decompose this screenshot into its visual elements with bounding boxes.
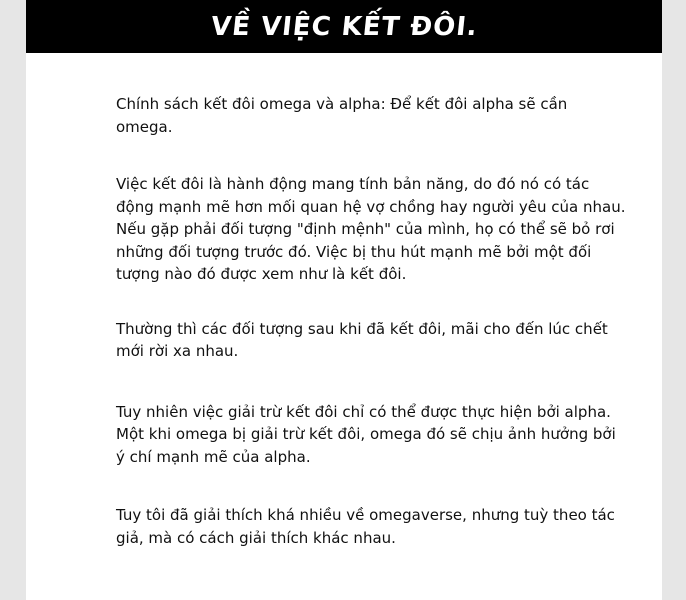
paragraph-unbonding: Tuy nhiên việc giải trừ kết đôi chỉ có thể được thực hiện bởi alpha. Một khi omega bị giải trừ kết đôi, omega đó sẽ chịu ảnh hưởng bởi ý chí mạnh mẽ của alpha.	[116, 402, 616, 466]
page-title: VỀ VIỆC KẾT ĐÔI.	[209, 11, 479, 42]
header-bar	[26, 0, 662, 53]
paragraph-bonding-policy: Chính sách kết đôi omega và alpha: Để kết đôi alpha sẽ cần omega.	[116, 95, 568, 136]
document-body	[116, 93, 626, 549]
paragraph-bonded-until-death: Thường thì các đối tượng sau khi đã kết đôi, mãi cho đến lúc chết mới rời xa nhau.	[116, 319, 608, 360]
paragraph-bonding-instinct: Việc kết đôi là hành động mang tính bản năng, do đó nó có tác động mạnh mẽ hơn mối quan hệ vợ chồng hay người yêu của nhau. Nếu gặp phải đối tượng "định mệnh" của mình, họ có thể sẽ bỏ rơi những đối tượng trước đó. Việc bị thu hút mạnh mẽ bởi một đối tượng nào đó được xem như là kết đôi.	[116, 175, 626, 283]
paragraph-omegaverse-note: Tuy tôi đã giải thích khá nhiều về omegaverse, nhưng tuỳ theo tác giả, mà có cách giải thích khác nhau.	[116, 506, 615, 547]
document-page	[26, 0, 662, 600]
